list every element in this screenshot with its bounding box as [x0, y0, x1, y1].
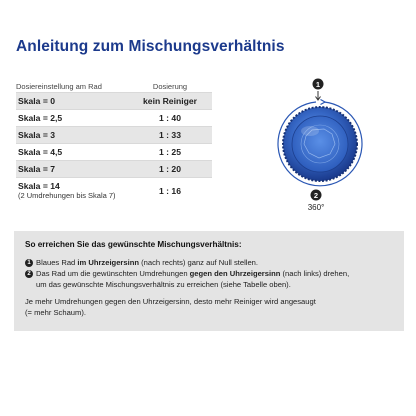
blue-wheel-icon: [283, 107, 357, 181]
step-2-badge: 2: [25, 270, 33, 278]
step-1-text-bold: im Uhrzeigersinn: [77, 258, 139, 267]
step-1-badge: 1: [25, 259, 33, 267]
row-dosage: 1 : 20: [159, 164, 181, 174]
table-row: [16, 177, 212, 203]
step-2-text-bold: gegen den Uhrzeigersinn: [189, 269, 281, 278]
row-dosage: 1 : 33: [159, 130, 181, 140]
table-row: [16, 126, 212, 143]
page-title: Anleitung zum Mischungsverhältnis: [16, 38, 285, 55]
note-line-2: (= mehr Schaum).: [25, 308, 86, 317]
note-line-1: Je mehr Umdrehungen gegen den Uhrzeigersinn, desto mehr Reiniger wird angesaugt: [25, 297, 316, 306]
row-setting: Skala = 0: [18, 96, 56, 106]
step-1-text-a: Blaues Rad: [36, 258, 78, 267]
marker-2-label: 2: [313, 190, 319, 200]
dosage-table: [16, 80, 212, 203]
step-2-text-a: Das Rad um die gewünschten Umdrehungen: [36, 269, 190, 278]
table-row: [16, 92, 212, 109]
step-1-text: [36, 257, 393, 268]
row-dosage: 1 : 16: [159, 185, 181, 196]
row-setting-note: (2 Umdrehungen bis Skala 7): [18, 191, 116, 200]
instruction-step-2: [25, 268, 393, 290]
step-2-marker: [311, 190, 322, 201]
instruction-step-1: [25, 257, 393, 268]
instruction-box: [14, 231, 404, 331]
row-setting: Skala = 4,5: [18, 147, 63, 157]
step-1-text-b: (nach rechts) ganz auf Null stellen.: [138, 258, 259, 267]
marker-1-label: 1: [315, 79, 321, 89]
step-2-text-b: (nach links) drehen,: [280, 269, 350, 278]
header-setting: Dosiereinstellung am Rad: [16, 81, 102, 91]
row-setting: Skala = 3: [18, 130, 56, 140]
row-dosage: 1 : 25: [159, 147, 181, 157]
row-dosage: 1 : 40: [159, 113, 181, 123]
table-row: [16, 143, 212, 160]
step-2-text: [36, 268, 393, 290]
rotation-label: 360°: [307, 203, 325, 212]
table-header: [16, 80, 212, 92]
instruction-heading: So erreichen Sie das gewünschte Mischungsverhältnis:: [25, 240, 242, 249]
step-2-text-c: um das gewünschte Mischungsverhältnis zu erreichen (siehe Tabelle oben).: [36, 280, 291, 289]
header-dosage: Dosierung: [152, 81, 188, 91]
row-setting: Skala = 7: [18, 164, 56, 174]
arrow-down-icon: [316, 91, 321, 100]
instruction-note: [25, 296, 393, 318]
table-row: [16, 160, 212, 177]
step-1-marker: [313, 79, 324, 90]
dosage-wheel-illustration: [272, 76, 376, 216]
table-row: [16, 109, 212, 126]
row-setting: Skala = 2,5: [18, 113, 63, 123]
row-setting-group: [16, 181, 128, 200]
row-dosage: kein Reiniger: [143, 96, 197, 106]
row-setting: Skala = 14: [18, 181, 60, 191]
